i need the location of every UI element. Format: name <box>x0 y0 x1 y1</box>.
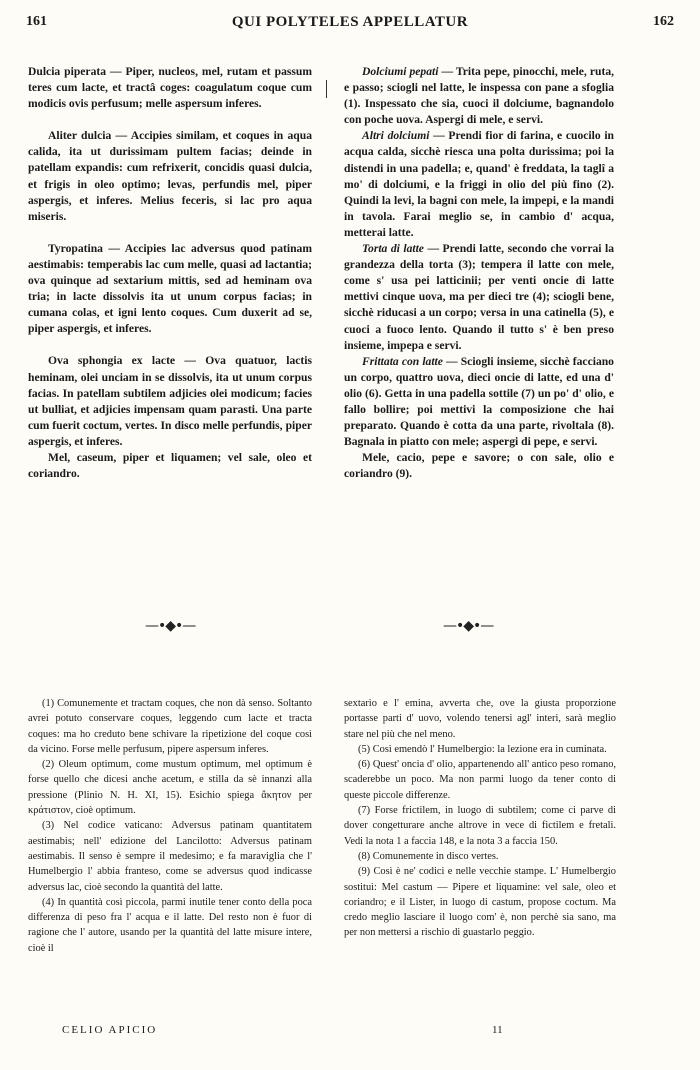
recipe-title: Altri dolciumi <box>362 129 430 143</box>
page-number-right: 162 <box>653 14 674 29</box>
italian-column <box>344 64 614 482</box>
recipe-title: Torta di latte <box>362 242 424 256</box>
footnote-6: (6) Quest' oncia d' olio, appartenendo all' antico peso romano, scaderebbe un poco. Ma non parmi luogo da tener conto di queste piccole differenze. <box>344 759 616 801</box>
footnote-1: (1) Comunemente et tractam coques, che non dà senso. Soltanto avrei potuto conservare coques, leggendo cum lacte et tracta coques: ma ho creduto bene schivare la ripetizione del coque così da vicino. Forse melle perfusum, pipere aspersum inferes. <box>28 698 312 755</box>
running-title: QUI POLYTELES APPELLATUR <box>231 14 469 30</box>
italian-recipe-sauce: Mele, cacio, pepe e savore; o con sale, olio e coriandro (9). <box>344 451 614 481</box>
footnote-9: (9) Così è ne' codici e nelle vecchie stampe. L' Humelbergio sostituì: Mel castum — Pipere et liquamine: vel sale, oleo et coriandro; e il Lister, in luogo di castum, propose coctum. Ma credo meglio lasciare il luogo com' è, non perchè sia sano, ma per non mettersi a rischio di guastarlo peggio. <box>344 866 616 939</box>
footnote-3: (3) Nel codice vaticano: Adversus patinam quantitatem aestimabis; nell' edizione del Lancilotto: Adversus patinam aestimabis. Il senso è sempre il medesimo; e fa maraviglia che l' Humelbergio l' abbia franteso, come se adversus quod indicasse adversus lac, cioè secondo la quantità del latte. <box>28 820 312 893</box>
recipe-text: — Prendi fior di farina, e cuocilo in acqua calda, sicchè riesca una polta durissima; poi la distendi in una padella; e, quand' è freddata, la taglî a mo' di dolciumi, e la friggi in olio del più fino (2). Quindi la levi, la bagni con mele, la impepi, e la mandi in tavola. Farai meglio se, in cambio d' acqua, metterai latte. <box>344 129 614 239</box>
ornament-right: —•◆•— <box>443 618 494 634</box>
latin-recipe-sauce: Mel, caseum, piper et liquamen; vel sale, oleo et coriandro. <box>28 450 312 481</box>
italian-recipe-altri-dolciumi <box>344 128 614 241</box>
italian-recipe-dolciumi-pepati <box>344 64 614 128</box>
latin-column <box>28 64 312 498</box>
footnote-4-continued: sextario e l' emina, avverta che, ove la giusta proporzione portasse parti d' uovo, volendo tenersi agl' interi, sarà meglio stare nel più che nel meno. <box>344 698 616 740</box>
italian-recipe-frittata <box>344 354 614 451</box>
footnotes-left <box>28 696 312 956</box>
recipe-title: Frittata con latte <box>362 354 443 368</box>
latin-recipe-dulcia-piperata: Dulcia piperata — Piper, nucleos, mel, rutam et passum teres cum lacte, et tractâ coges: coagulatum coque cum modicis ovis perfusum; melle aspersum inferes. <box>28 65 312 111</box>
recipe-title: Dolciumi pepati <box>362 65 439 78</box>
recipe-text: — Trita pepe, pinocchi, mele, ruta, e passo; sciogli nel latte, le inspessa con pane a sfoglia (1). Inspessato che sia, cuoci il dolciume, bagnandolo con poche uova. Aspergi di mele, e servi. <box>344 65 615 127</box>
recipe-text: — Prendi latte, secondo che vorrai la grandezza della torta (3); tempera il latte con mele, come s' usa pei latticinii; per venti oncie di latte mettivi cinque uova, ma per dieci tre (4); sciogli bene, sicchè riducasi a un corpo; versa in una catinella (5), e cuoci a fuoco lento. Quando il tutto s' è ben preso insieme, impepa e servi. <box>344 242 614 352</box>
ornament-left: —•◆•— <box>145 618 196 634</box>
footnotes-right <box>344 696 616 941</box>
italian-recipe-torta-di-latte <box>344 241 614 354</box>
footnote-2: (2) Oleum optimum, come mustum optimum, mel optimum è forse quello che dicesi anche acetum, e stilla da sè innanzi alla pressione (Plinio N. H. XI, 15). Esichio spiega ἄκητον per κράτιστον, cioè optimum. <box>28 759 312 817</box>
recipe-text: — Sciogli insieme, sicchè facciano un corpo, quattro uova, dieci oncie di latte, ed una d' olio (6). Getta in una padella sottile (7) un po' d' olio, e fallo bollire; poi mettivi la composizione che hai preparato. Quando è cotta da una parte, rivoltala (8). Bagnala in piatto con mele; aspergi di pepe, e servi. <box>344 354 614 449</box>
column-divider <box>326 80 327 98</box>
footer-author: CELIO APICIO <box>62 1024 158 1036</box>
page-header <box>22 14 678 34</box>
footnote-7: (7) Forse frictilem, in luogo di subtilem; come ci parve di dover congetturare anche altrove in vece di fictilem e fretali. Vedi la nota 1 a faccia 148, e la nota 3 a faccia 150. <box>344 805 616 847</box>
footnote-4: (4) In quantità così piccola, parmi inutile tener conto della poca differenza di peso fra l' acqua e il latte. Del resto non è fuor di ragione che l' autore, usando per la quantità del latte misure intere, cioè il <box>28 896 312 954</box>
page-number-left: 161 <box>26 14 47 29</box>
signature-mark: 11 <box>492 1024 503 1036</box>
latin-recipe-aliter-dulcia: Aliter dulcia — Accipies similam, et coques in aqua calida, ita ut durissimam pultem facias; deinde in patellam expandis: cum refrixerit, concidis quasi dulcia, et frigis in oleo optimo; levas, perfundis mel, piper aspergis, et inferes. Melius feceris, si lac pro aqua miseris. <box>28 129 312 223</box>
footnote-8: (8) Comunemente in disco vertes. <box>358 850 499 862</box>
footnote-5: (5) Così emendò l' Humelbergio: la lezione era in cuminata. <box>358 743 607 755</box>
latin-recipe-tyropatina: Tyropatina — Accipies lac adversus quod patinam aestimabis: temperabis lac cum melle, quasi ad lactantia; ova quinque ad sextarium mittis, sed ad heminam ova tria; in lacte dissolvis ita ut unum corpus facias; in cumana colas, et igni lento coques. Cum duxerit ad se, piper aspergis, et inferes. <box>28 241 312 336</box>
latin-recipe-ova-sphongia: Ova sphongia ex lacte — Ova quatuor, lactis heminam, olei unciam in se dissolvis, ita ut unum corpus facias. In patellam subtilem adjicies olei modicum; facies ut bulliat, et adjicies impensam quam parasti. Una parte cum fuerit coctum, vertes. In disco melle perfundis, piper aspergis, et inferes. <box>28 354 312 448</box>
